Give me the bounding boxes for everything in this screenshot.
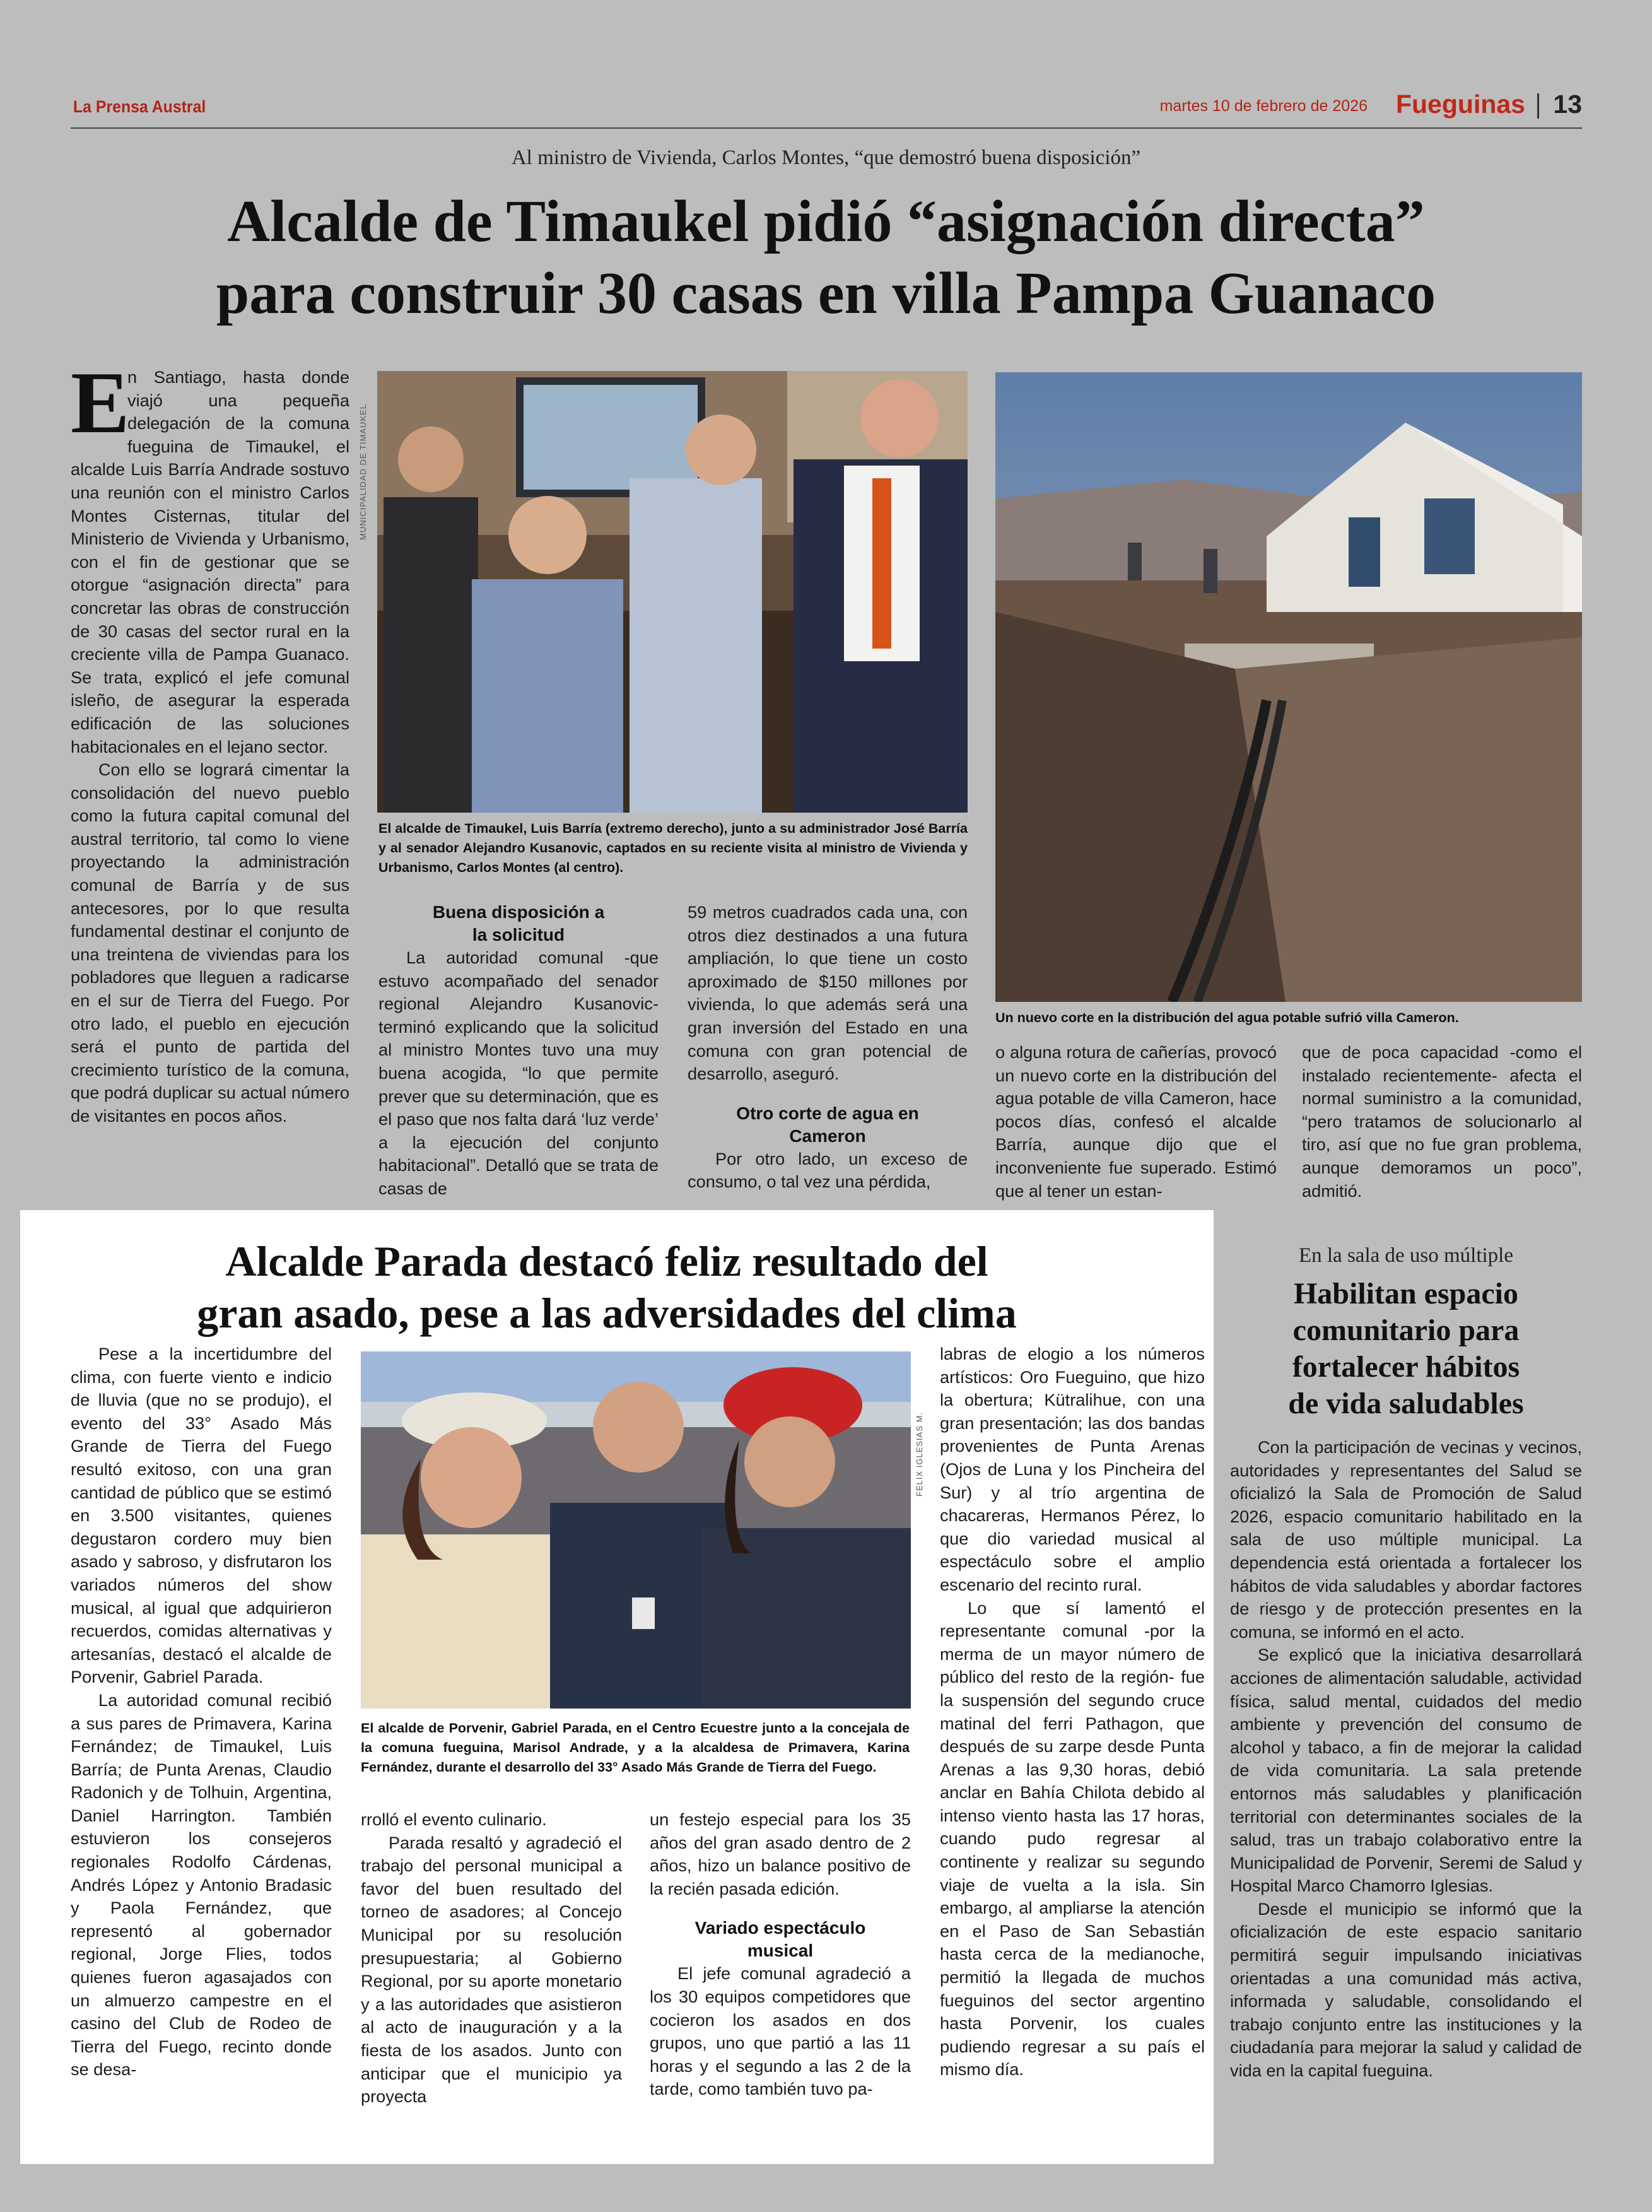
subheading: Otro corte de agua en Cameron (736, 1103, 919, 1146)
photo-villa-cameron (995, 372, 1582, 1002)
article2-paragraph: La autoridad comunal recibió a sus pares de Primavera, Karina Fernández; de Timaukel, Luis Barría; de Punta Arenas, Claudio Radonich y de Tolhuin, Argentina, Daniel Harrington. También estuvieron los consejeros regionales Rodolfo Cárdenas, Andrés López y Antonio Bradasic y Paola Fernández, que representó al gobernador regional, Jorge Flies, todos quienes fueron agasajados con un almuerzo campestre en el casino del Club de Rodeo de Tierra del Fuego, recinto donde se desa- (71, 1690, 332, 2080)
article3-headline-line: comunitario para (1292, 1314, 1520, 1347)
article1-paragraph: 59 metros cuadrados cada una, con otros diez destinados a una futura ampliación, lo que tiene un costo aproximado de $150 millones por vivienda, lo que además será una gran inversión del Estado en una comuna con gran potencial de desarrollo, aseguró. (688, 902, 968, 1084)
article2-paragraph: labras de elogio a los números artísticos: Oro Fueguino, que hizo la obertura; Kütralihue, con una gran presentación; las dos bandas provenientes de Punta Arenas (Ojos de Luna y los Pincheira del Sur) y al trío argentina de chacareras, Hermanos Pérez, lo que dio variedad musical al espectáculo sobre el amplio escenario del recinto rural. (940, 1344, 1205, 1594)
article2-column-3 (650, 1808, 911, 2101)
article1-paragraph: La autoridad comunal -que estuvo acompañado del senador regional Alejandro Kusanovic- terminó explicando que la solicitud al ministro Montes tuvo una muy buena acogida, “lo que permite prever que su determinación, que es el paso que nos falta dará ‘luz verde’ a la ejecución del conjunto habitacional”. Detalló que se trata de casas de (378, 948, 659, 1198)
header-rule (71, 127, 1582, 129)
article1-paragraph: Con ello se logrará cimentar la consolidación del nuevo pueblo como la futura capital comunal del austral territorio, tal como lo viene proyectando la administración comunal de Barría y de sus antecesores, por lo que resulta fundamental destinar el conjunto de una treintena de viviendas para los pobladores que lleguen a radicarse en el sur de Tierra del Fuego. Por otro lado, el pueblo en ejecución será el punto de partida del crecimiento turístico de la comuna, que podrá duplicar su actual número de visitantes en pocos años. (71, 760, 349, 1126)
article1-headline-2: para construir 30 casas en villa Pampa Guanaco (216, 261, 1436, 326)
article1-column-5 (1302, 1041, 1582, 1203)
photo-asado-authorities (361, 1351, 911, 1709)
article3-kicker: En la sala de uso múltiple (1298, 1244, 1513, 1267)
subheading: Buena disposición a la solicitud (432, 902, 605, 944)
article3-body (1230, 1436, 1582, 2083)
newspaper-name: La Prensa Austral (73, 97, 206, 116)
photo-caption: El alcalde de Timaukel, Luis Barría (extremo derecho), junto a su administrador José Barría y al senador Alejandro Kusanovic, captados en su reciente visita al ministro de Vivienda y Urbanismo, Carlos Montes (al centro). (378, 821, 968, 875)
photo-credit: FELIX IGLESIAS M. (915, 1411, 924, 1497)
article3-headline-line: de vida saludables (1288, 1387, 1524, 1420)
article3-paragraph: Desde el municipio se informó que la oficialización de este espacio sanitario permitirá seguir impulsando iniciativas orientadas a una comunidad más activa, informada y saludable, consolidando el trabajo conjunto entre las instituciones y la ciudadanía para mejorar la salud y calidad de vida en la capital fueguina. (1230, 1898, 1582, 2081)
article1-column-4 (995, 1041, 1277, 1203)
article2-paragraph: Parada resaltó y agradeció el trabajo del personal municipal a favor del buen resultado del torneo de asadores; al Concejo Municipal por su resolución presupuestaria; al Gobierno Regional, por su aporte monetario y a las autoridades que asistieron al acto de inauguración y a la fiesta de los asados. Junto con anticipar que el municipio ya proyecta (361, 1832, 622, 2107)
article3-headline-line: fortalecer hábitos (1292, 1350, 1520, 1384)
article1-column-2 (378, 901, 659, 1201)
article2-headline-1: Alcalde Parada destacó feliz resultado del (225, 1237, 988, 1285)
article2-column-1 (71, 1343, 332, 2081)
photo-meeting-minister (377, 371, 968, 813)
page-header (71, 88, 1582, 127)
article2-column-2 (361, 1808, 622, 2109)
page-number: 13 (1553, 90, 1582, 119)
article3-paragraph: Con la participación de vecinas y vecinos, autoridades y representantes del Salud se oficializó la Sala de Promoción de Salud 2026, espacio comunitario habilitado en la sala de uso múltiple municipal. La dependencia está orientada a fortalecer los hábitos de vida saludables y abordar factores de riesgo y de protección presentes en la comuna, se informó en el acto. (1230, 1437, 1582, 1642)
article1-paragraph: que de poca capacidad -como el instalado recientemente- afecta el normal suministro a la comunidad, “pero tratamos de solucionarlo al tiro, así que no fue gran problema, aunque demoramos un poco”, admitió. (1302, 1042, 1582, 1201)
section-name: Fueguinas (1395, 90, 1525, 119)
article2-paragraph: un festejo especial para los 35 años del gran asado dentro de 2 años, hizo un balance positivo de la recién pasada edición. (650, 1809, 911, 1898)
photo-asado-image (361, 1351, 911, 1709)
subheading: Variado espectáculo musical (694, 1918, 866, 1961)
article2-paragraph: rrolló el evento culinario. (361, 1809, 547, 1829)
article1-column-1 (71, 354, 349, 1128)
article2-headline-2: gran asado, pese a las adversidades del clima (197, 1289, 1017, 1337)
article3-headline-line: Habilitan espacio (1293, 1277, 1519, 1310)
article1-kicker: Al ministro de Vivienda, Carlos Montes, “que demostró buena disposición” (511, 146, 1141, 169)
photo-cameron-image (995, 372, 1582, 1002)
article2-paragraph: Lo que sí lamentó el representante comunal -por la merma de un mayor número de público del resto de la región- fue la suspensión del segundo cruce matinal del ferri Pathagon, que después de su zarpe desde Punta Arenas a las 9,30 horas, debió anclar en Bahía Chilota debido al intenso viento hasta las 17 horas, cuando pudo regresar al continente y realizar su segundo viaje de vuelta a la isla. Sin embargo, al ampliarse la atención en el Paso de San Sebastián hasta cerca de la medianoche, permitió la llegada de muchos fueguinos del sector argentino hasta Porvenir, los cuales pudiendo regresar a su país el mismo día. (940, 1597, 1205, 2080)
photo-meeting-image (377, 371, 968, 813)
article3-headline (1230, 1276, 1582, 1422)
article2-paragraph: El jefe comunal agradeció a los 30 equipos competidores que cocieron los asados en dos grupos, uno que partió a las 11 horas y el segundo a las 2 de la tarde, como también tuvo pa- (650, 1963, 911, 2099)
photo-caption: Un nuevo corte en la distribución del agua potable sufrió villa Cameron. (995, 1010, 1459, 1025)
article1-headline-1: Alcalde de Timaukel pidió “asignación directa” (227, 189, 1425, 254)
article3-paragraph: Se explicó que la iniciativa desarrollará acciones de alimentación saludable, actividad física, salud mental, cuidados del medio ambiente y prevención del consumo de alcohol y tabaco, a fin de mejorar la calidad de vida comunitaria. La sala pretende entornos más saludables y planificación territorial con determinantes sociales de la salud, tras un trabajo colaborativo entre la Municipalidad de Porvenir, Seremi de Salud y Hospital Marco Chamorro Iglesias. (1230, 1645, 1582, 1896)
photo-credit: MUNICIPALIDAD DE TIMAUKEL (358, 404, 368, 540)
drop-cap: E (71, 354, 130, 452)
article1-paragraph: o alguna rotura de cañerías, provocó un nuevo corte en la distribución del agua potable de villa Cameron, hace pocos días, confesó el alcalde Barría, aunque dijo que el inconveniente fue superado. Estimó que al tener un estan- (995, 1042, 1277, 1201)
article1-paragraph: n Santiago, hasta donde viajó una pequeña delegación de la comuna fueguina de Timaukel, el alcalde Luis Barría Andrade sostuvo una reunión con el ministro Carlos Montes Cisternas, titular del Ministerio de Vivienda y Urbanismo, con el fin de gestionar que se otorgue “asignación directa” para concretar las obras de construcción de 30 casas del sector rural en la creciente villa de Pampa Guanaco. Se trata, explicó el jefe comunal isleño, de asegurar la esperada edificación de las soluciones habitacionales en el lejano sector. (71, 367, 349, 756)
header-date: martes 10 de febrero de 2026 (1159, 97, 1368, 115)
article2-column-4 (940, 1343, 1205, 2081)
header-separator (1537, 93, 1539, 119)
photo-caption: El alcalde de Porvenir, Gabriel Parada, en el Centro Ecuestre junto a la concejala de la comuna fueguina, Marisol Andrade, y a la alcaldesa de Primavera, Karina Fernández, durante el desarrollo del 33° Asado Más Grande de Tierra del Fuego. (361, 1721, 910, 1775)
article2-paragraph: Pese a la incertidumbre del clima, con fuerte viento e indicio de lluvia (que no se produjo), el evento del 33° Asado Más Grande de Tierra del Fuego resultó exitoso, con una gran cantidad de público que se estimó en 3.500 visitantes, quienes degustaron cordero muy bien asado y sabroso, y disfrutaron los variados números del show musical, al igual que adquirieron recuerdos, comidas alternativas y artesanías, destacó el alcalde de Porvenir, Gabriel Parada. (71, 1344, 332, 1687)
article1-column-3 (688, 901, 968, 1194)
article1-paragraph: Por otro lado, un exceso de consumo, o tal vez una pérdida, (688, 1148, 968, 1192)
